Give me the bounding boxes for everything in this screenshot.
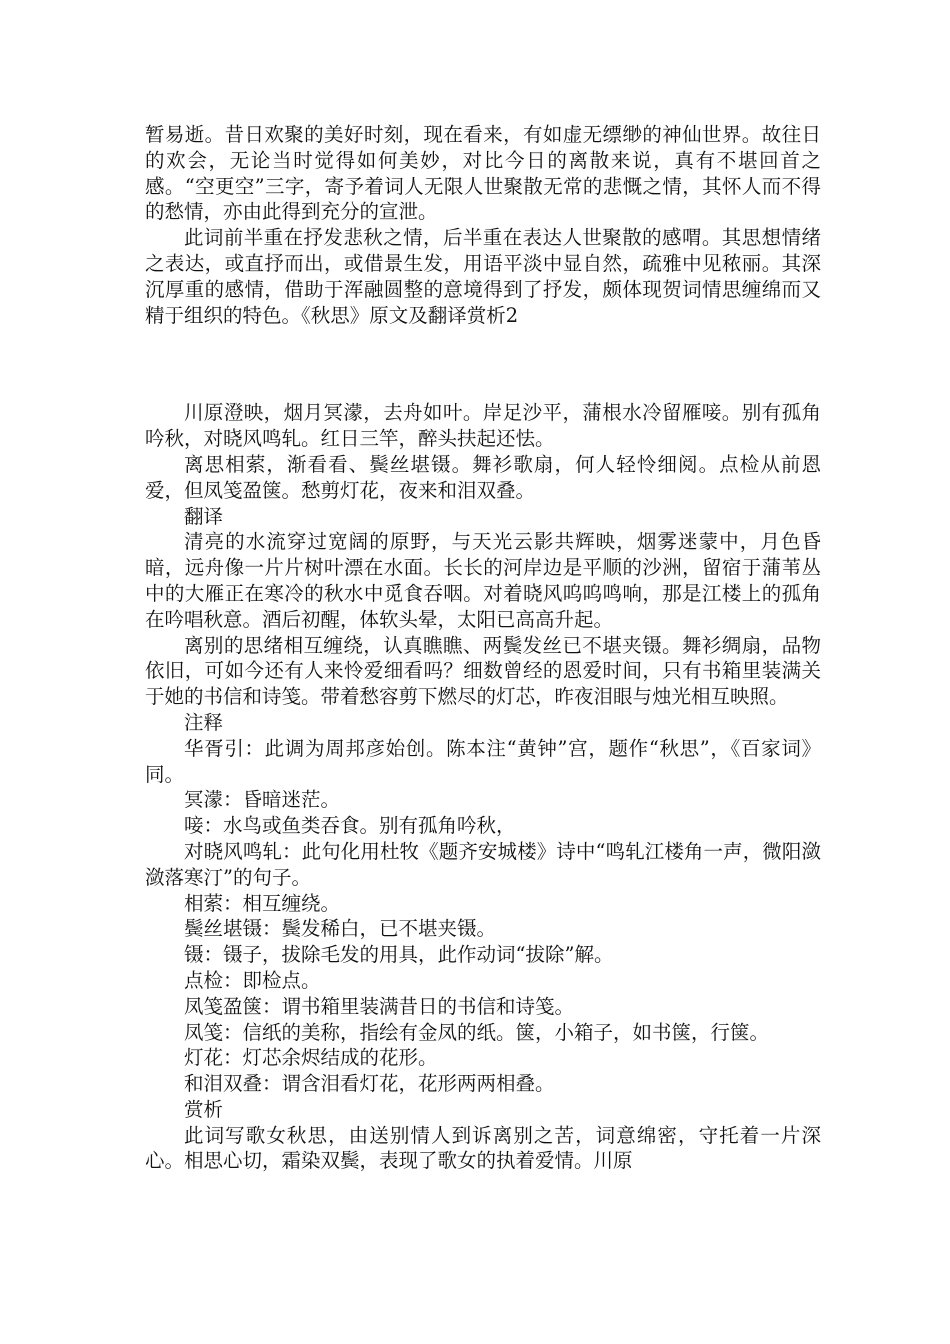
translation-paragraph-1: 清亮的水流穿过宽阔的原野，与天光云影共辉映，烟雾迷蒙中，月色昏暗，远舟像一片片树叶漂在水面。长长的河岸边是平顺的沙洲，留宿于蒲苇丛中的大雁正在寒冷的秋水中觅食吞咽。对着晓风呜呜鸣响，那是江楼上的孤角在吟唱秋意。酒后初醒，体软头晕，太阳已高高升起。 — [145, 530, 821, 631]
note-item: 点检：即检点。 — [184, 968, 321, 992]
note-item: 和泪双叠：谓含泪看灯花，花形两两相叠。 — [184, 1072, 555, 1096]
section-gap — [145, 328, 821, 400]
translation-paragraph-2: 离别的思绪相互缠绕，认真瞧瞧、两鬓发丝已不堪夹镊。舞衫绸扇，品物依旧，可如今还有人来怜爱细看吗？细数曾经的恩爱时间，只有书箱里装满关于她的书信和诗笺。带着愁容剪下燃尽的灯芯，昨夜泪眼与烛光相互映照。 — [145, 633, 821, 709]
poem-stanza-1: 川原澄映，烟月冥濛，去舟如叶。岸足沙平，蒲根水冷留雁唼。别有孤角吟秋，对晓风鸣轧。红日三竿，醉头扶起还怯。 — [145, 401, 821, 451]
paragraph-continued: 暂易逝。昔日欢聚的美好时刻，现在看来，有如虚无缥缈的神仙世界。故往日的欢会，无论当时觉得如何美妙，对比今日的离散来说，真有不堪回首之感。“空更空”三字，寄予着词人无限人世聚散无常的悲慨之情，其怀人而不得的愁情，亦由此得到充分的宣泄。 — [145, 123, 821, 224]
note-item: 冥濛：昏暗迷茫。 — [184, 788, 341, 812]
note-item: 华胥引：此调为周邦彦始创。陈本注“黄钟”宫，题作“秋思”，《百家词》同。 — [145, 736, 821, 786]
note-item: 唼：水鸟或鱼类吞食。别有孤角吟秋， — [184, 814, 516, 838]
translation-heading: 翻译 — [184, 504, 224, 528]
notes-heading: 注释 — [184, 710, 224, 734]
note-item: 凤笺：信纸的美称，指绘有金凤的纸。箧，小箱子，如书箧，行箧。 — [184, 1020, 770, 1044]
note-item: 灯花：灯芯余烬结成的花形。 — [184, 1046, 438, 1070]
note-item: 凤笺盈箧：谓书箱里装满昔日的书信和诗笺。 — [184, 994, 575, 1018]
poem-stanza-2: 离思相萦，渐看看、鬓丝堪镊。舞衫歌扇，何人轻怜细阅。点检从前恩爱，但凤笺盈箧。愁剪灯花，夜来和泪双叠。 — [145, 452, 821, 502]
document-body — [145, 122, 821, 1174]
appreciation-heading: 赏析 — [184, 1097, 224, 1121]
note-item: 镊：镊子，拔除毛发的用具，此作动词“拔除”解。 — [184, 943, 614, 967]
note-item: 鬓丝堪镊：鬓发稀白，已不堪夹镊。 — [184, 917, 497, 941]
appreciation-paragraph: 此词写歌女秋思，由送别情人到诉离别之苦，词意绵密，守托着一片深心。相思心切，霜染双鬓，表现了歌女的执着爱情。川原 — [145, 1123, 821, 1173]
note-item: 对晓风鸣轧：此句化用杜牧《题齐安城楼》诗中“鸣轧江楼角一声，微阳潋潋落寒汀”的句子。 — [145, 839, 821, 889]
paragraph-summary: 此词前半重在抒发悲秋之情，后半重在表达人世聚散的感喟。其思想情绪之表达，或直抒而出，或借景生发，用语平淡中显自然，疏雅中见秾丽。其深沉厚重的感情，借助于浑融圆整的意境得到了抒发，颇体现贺词情思缠绵而又精于组织的特色。《秋思》原文及翻译赏析2 — [145, 226, 821, 327]
note-item: 相萦：相互缠绕。 — [184, 891, 341, 915]
